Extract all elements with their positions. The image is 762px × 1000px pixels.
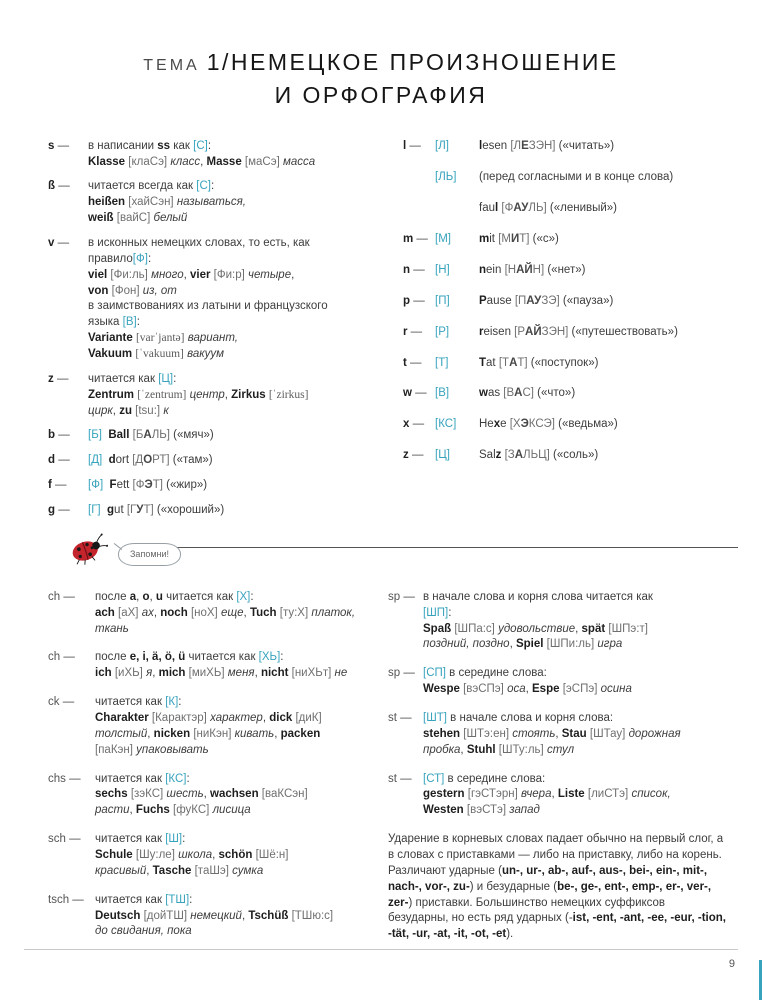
- letter-entry: [403, 232, 738, 248]
- sound-label: [КС]: [435, 418, 457, 431]
- letter-entry: [403, 386, 738, 402]
- sound-label: [М]: [435, 233, 451, 246]
- title-line-1: [24, 46, 738, 79]
- letter-label: [48, 428, 88, 444]
- entry-letter: ß —: [48, 180, 70, 192]
- combination-label: [48, 772, 95, 820]
- sound-label: [Н]: [435, 263, 450, 276]
- letter-label: [403, 170, 435, 218]
- combination-entry: [48, 772, 388, 820]
- entry-text: читается как [Ц]: Zentrum [ˈzentrum] центр, Zirkus [ˈzirkus] цирк, zu [tsu:] к: [88, 372, 309, 417]
- stress-note: Ударение в корневых словах падает обычно на первый слог, а в словах с приставками — либо на приставку, либо на корень. Различают ударные (un-, ur-, ab-, auf-, aus-, bei-, ein-, mit-, nach-, vor-, zu-) и безударные (be-, ge-, ent-, emp-, er-, ver-, zer-) приставки. Большинство немецких суффиксов безударны, но есть ряд ударных (-ist, -ent, -ant, -ee, -eur, -tion, -tät, -ur, -at, -it, -ot, -et).: [388, 833, 726, 941]
- entry-text: [СТ] в середине слова: gestern [гэСТэрн] вчера, Liste [лиСТэ] список, Westen [вэСТэ] запад: [423, 772, 671, 817]
- entry-text: [Г] gut [ГУТ] («хороший»): [88, 504, 225, 517]
- entry-letter: g —: [48, 504, 70, 516]
- entry-text: читается как [ТШ]: Deutsch [дойТШ] немецкий, Tschüß [ТШю:с] до свидания, пока: [95, 893, 334, 938]
- entry-text: Tat [ТАТ] («поступок»): [479, 356, 599, 369]
- combinations-right-column: [388, 590, 738, 953]
- entry-letter: w —: [403, 387, 427, 399]
- letter-label: [403, 263, 435, 279]
- combinations-right-entries: [388, 590, 738, 819]
- entry-letter: d —: [48, 454, 70, 466]
- entry-text: mit [МИТ] («с»): [479, 233, 559, 246]
- entry-text: [ШТ] в начале слова и корня слова: stehen [ШТэ:ен] стоять, Stau [ШТау] дорожная пробка, Stuhl [ШТу:ль] стул: [423, 712, 681, 756]
- letter-entry: [48, 372, 403, 420]
- combination-entry: [48, 650, 388, 682]
- letters-right-column: [403, 139, 738, 528]
- letter-label: [48, 478, 88, 494]
- entry-text: was [ВАС] («что»): [479, 387, 576, 400]
- letter-entry: [403, 139, 738, 155]
- letters-section: [48, 139, 738, 528]
- letter-entry: [403, 448, 738, 464]
- entry-text: Pause [ПАУЗЭ] («пауза»): [479, 294, 614, 307]
- letter-entry: [403, 356, 738, 372]
- entry-letter: ch —: [48, 651, 75, 663]
- letter-entry: [403, 325, 738, 341]
- entry-text: после e, i, ä, ö, ü читается как [ХЬ]: ich [иХЬ] я, mich [миХЬ] меня, nicht [ниХЬт] не: [95, 651, 348, 680]
- title-text-1: 1/НЕМЕЦКОЕ ПРОИЗНОШЕНИЕ: [206, 49, 619, 75]
- letter-entry: [403, 294, 738, 310]
- letter-label: [48, 179, 88, 227]
- entry-text: в начале слова и корня слова читается как [ШП]: Spaß [ШПа:с] удовольствие, spät [ШПэ:т] поздний, поздно, Spiel [ШПи:ль] игра: [423, 590, 653, 651]
- letter-label: [403, 356, 435, 372]
- combination-entry: [48, 893, 388, 941]
- letter-label: [403, 139, 435, 155]
- entry-letter: z —: [403, 449, 423, 461]
- entry-text: читается как [К]: Charakter [Карактэр] характер, dick [диК] толстый, nicken [ниКэн] кивать, packen [паКэн] упаковывать: [95, 696, 322, 756]
- title-text-2: И ОРФОГРАФИЯ: [274, 82, 488, 109]
- remember-note-row: [48, 532, 738, 576]
- entry-letter: sp —: [388, 667, 415, 679]
- combination-label: [48, 832, 95, 880]
- letter-entry: [48, 478, 403, 494]
- entry-letter: chs —: [48, 773, 81, 785]
- entry-letter: p —: [403, 295, 425, 307]
- combination-label: [48, 893, 95, 941]
- page-title: [24, 46, 738, 113]
- combination-label: [388, 590, 423, 653]
- combination-label: [48, 590, 95, 638]
- letter-label: [48, 453, 88, 469]
- entry-letter: tsch —: [48, 894, 84, 906]
- entry-letter: t —: [403, 357, 422, 369]
- entry-letter: sch —: [48, 833, 81, 845]
- title-kicker: ТЕМА: [143, 57, 200, 74]
- letter-label: [403, 232, 435, 248]
- combination-entry: [388, 772, 738, 820]
- combination-label: [388, 666, 423, 698]
- entry-text: [Д] dort [ДОРТ] («там»): [88, 454, 213, 467]
- entry-letter: st —: [388, 712, 412, 724]
- sound-label: [Ц]: [435, 449, 450, 462]
- entry-letter: f —: [48, 479, 67, 491]
- note-bubble: [118, 543, 181, 566]
- letter-label: [48, 139, 88, 171]
- combination-entry: [48, 832, 388, 880]
- combinations-left-column: [48, 590, 388, 953]
- combination-entry: [388, 666, 738, 698]
- entry-text: читается всегда как [С]: heißen [хайСэн] называться, weiß [вайС] белый: [88, 180, 246, 225]
- letter-entry: [48, 503, 403, 519]
- entry-letter: x —: [403, 418, 424, 430]
- letter-entry: [48, 179, 403, 227]
- letter-label: [403, 386, 435, 402]
- letter-entry: [48, 139, 403, 171]
- entry-text: в написании ss как [С]: Klasse [клаСэ] класс, Masse [маСэ] масса: [88, 139, 316, 168]
- ladybug-icon: [64, 532, 110, 567]
- footer-divider: [24, 949, 738, 950]
- letter-entry: [48, 428, 403, 444]
- entry-letter: r —: [403, 326, 422, 338]
- entry-letter: sp —: [388, 591, 415, 603]
- sound-label: [Л]: [435, 139, 449, 152]
- letter-label: [403, 417, 435, 433]
- entry-text: lesen [ЛЕЗЭН] («читать»): [479, 139, 615, 152]
- letter-label: [48, 236, 88, 363]
- entry-letter: ck —: [48, 696, 74, 708]
- letter-label: [403, 448, 435, 464]
- entry-letter: v —: [48, 237, 69, 249]
- letter-entry: [403, 263, 738, 279]
- entry-letter: l —: [403, 140, 421, 152]
- entry-text: Salz [ЗАЛЬЦ] («соль»): [479, 449, 599, 462]
- entry-text: [СП] в середине слова: Wespe [вэСПэ] оса, Espe [эСПэ] осина: [423, 667, 632, 696]
- combination-entry: [388, 711, 738, 759]
- combination-label: [48, 650, 95, 682]
- entry-letter: m —: [403, 233, 428, 245]
- entry-letter: ch —: [48, 591, 75, 603]
- entry-letter: s —: [48, 140, 69, 152]
- combination-label: [388, 711, 423, 759]
- combination-entry: [388, 590, 738, 653]
- entry-letter: st —: [388, 773, 412, 785]
- sound-label: [ЛЬ]: [435, 170, 457, 183]
- letter-entry: [403, 417, 738, 433]
- letter-entry: [48, 453, 403, 469]
- sound-label: [Т]: [435, 356, 449, 369]
- sound-label: [П]: [435, 294, 450, 307]
- entry-text: [Б] Ball [БАЛЬ] («мяч»): [88, 429, 214, 442]
- entry-letter: n —: [403, 264, 425, 276]
- entry-letter: z —: [48, 373, 68, 385]
- letter-label: [48, 503, 88, 519]
- sound-label: [Р]: [435, 325, 450, 338]
- entry-text: nein [НАЙН] («нет»): [479, 263, 586, 276]
- entry-text: в исконных немецких словах, то есть, как правило[Ф]: viel [Фи:ль] много, vier [Фи:р] четыре, von [Фон] из, от в заимствованиях из латыни и французского языка [В]: Variante [varˈjantə] вариант, Vakuum [ˈvakuum] вакуум: [88, 236, 328, 360]
- letter-label: [403, 325, 435, 341]
- sound-label: [В]: [435, 387, 450, 400]
- entry-text: после a, o, u читается как [Х]: ach [аХ] ах, noch [ноХ] еще, Tuch [ту:Х] платок, ткань: [95, 590, 356, 635]
- letters-left-column: [48, 139, 403, 528]
- letter-entry: [403, 170, 738, 218]
- note-bubble-label: Запомни!: [130, 548, 170, 559]
- combination-label: [388, 772, 423, 820]
- entry-text: читается как [КС]: sechs [зэКС] шесть, wachsen [ваКСэн] расти, Fuchs [фуКС] лисица: [95, 772, 308, 817]
- entry-text: [Ф] Fett [ФЭТ] («жир»): [88, 479, 208, 492]
- letter-label: [403, 294, 435, 310]
- combination-label: [48, 695, 95, 758]
- entry-text: читается как [Ш]: Schule [Шу:ле] школа, schön [Шё:н] красивый, Tasche [таШэ] сумка: [95, 833, 289, 877]
- entry-text: Hexe [ХЭКСЭ] («ведьма»): [479, 418, 618, 431]
- entry-letter: b —: [48, 429, 70, 441]
- section-divider: [166, 547, 738, 548]
- letter-label: [48, 372, 88, 420]
- combinations-section: [48, 590, 738, 953]
- combination-entry: [48, 590, 388, 638]
- entry-text: reisen [РАЙЗЭН] («путешествовать»): [479, 325, 678, 338]
- letter-entry: [48, 236, 403, 363]
- combination-entry: [48, 695, 388, 758]
- entry-text: (перед согласными и в конце слова) faul [ФАУЛЬ] («ленивый»): [479, 170, 674, 215]
- page-number: 9: [728, 957, 735, 970]
